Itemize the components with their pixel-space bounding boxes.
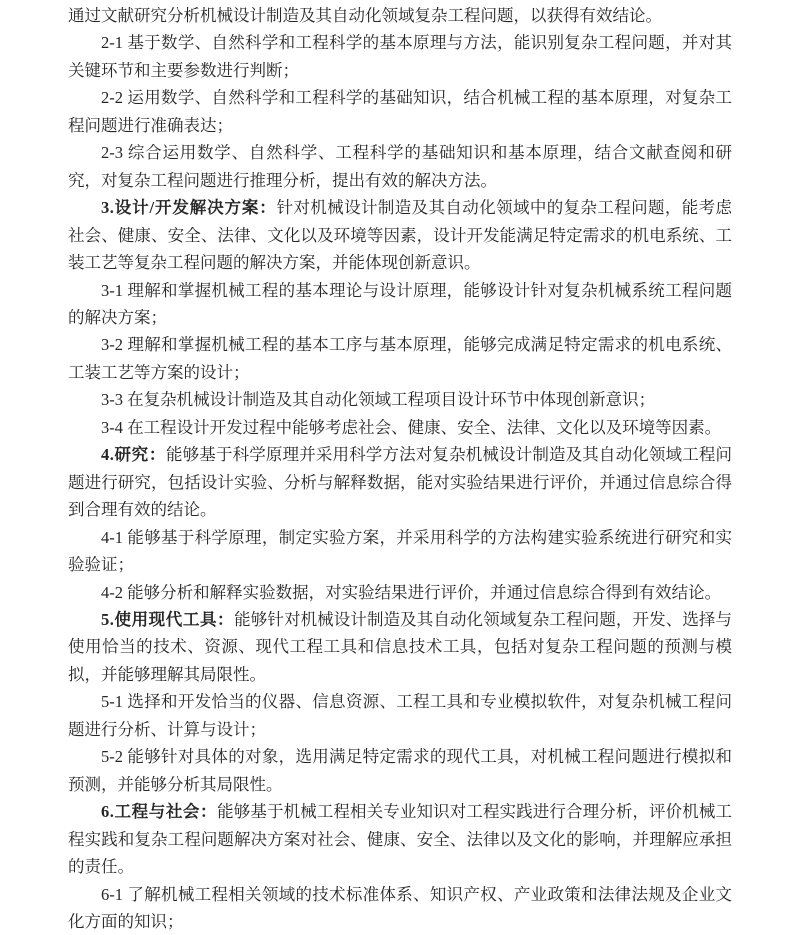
paragraph-lead: 5.使用现代工具： — [101, 610, 234, 629]
paragraph-text: 4-1 能够基于科学原理，制定实验方案，并采用科学的方法构建实验系统进行研究和实验验证； — [68, 528, 732, 574]
paragraph-text: 5-1 选择和开发恰当的仪器、信息资源、工程工具和专业模拟软件，对复杂机械工程问题进行分析、计算与设计； — [68, 692, 732, 738]
paragraph — [68, 579, 732, 606]
paragraph — [68, 441, 732, 523]
paragraph — [68, 688, 732, 743]
paragraph — [68, 29, 732, 84]
paragraph-lead: 6.工程与社会： — [101, 802, 217, 821]
paragraph-text: 3-1 理解和掌握机械工程的基本理论与设计原理，能够设计针对复杂机械系统工程问题的解决方案； — [68, 281, 732, 327]
paragraph — [68, 331, 732, 386]
paragraph-text: 2-1 基于数学、自然科学和工程科学的基本原理与方法，能识别复杂工程问题，并对其关键环节和主要参数进行判断； — [68, 33, 732, 79]
paragraph — [68, 743, 732, 798]
paragraph — [68, 277, 732, 332]
paragraph — [68, 194, 732, 276]
paragraph-lead: 3.设计/开发解决方案： — [101, 198, 277, 217]
paragraph — [68, 798, 732, 880]
paragraph — [68, 139, 732, 194]
paragraph — [68, 881, 732, 935]
paragraph-text: 5-2 能够针对具体的对象，选用满足特定需求的现代工具，对机械工程问题进行模拟和预测，并能够分析其局限性。 — [68, 747, 732, 793]
paragraph-text: 通过文献研究分析机械设计制造及其自动化领域复杂工程问题，以获得有效结论。 — [68, 6, 662, 25]
paragraph — [68, 386, 732, 413]
paragraph — [68, 84, 732, 139]
paragraph-text: 3-4 在工程设计开发过程中能够考虑社会、健康、安全、法律、文化以及环境等因素。 — [101, 418, 721, 437]
paragraph — [68, 2, 732, 29]
paragraph-text: 能够针对机械设计制造及其自动化领域复杂工程问题，开发、选择与使用恰当的技术、资源、现代工程工具和信息技术工具，包括对复杂工程问题的预测与模拟，并能够理解其局限性。 — [68, 610, 732, 684]
paragraph-text: 2-3 综合运用数学、自然科学、工程科学的基础知识和基本原理，结合文献查阅和研究，对复杂工程问题进行推理分析，提出有效的解决方法。 — [68, 143, 732, 189]
paragraph-text: 6-1 了解机械工程相关领域的技术标准体系、知识产权、产业政策和法律法规及企业文化方面的知识； — [68, 885, 732, 931]
paragraph-text: 4-2 能够分析和解释实验数据，对实验结果进行评价，并通过信息综合得到有效结论。 — [101, 583, 721, 602]
paragraph-text: 针对机械设计制造及其自动化领域中的复杂工程问题，能考虑社会、健康、安全、法律、文化以及环境等因素，设计开发能满足特定需求的机电系统、工装工艺等复杂工程问题的解决方案，并能体现创新意识。 — [68, 198, 732, 272]
paragraph-lead: 4.研究： — [101, 445, 166, 464]
paragraph — [68, 606, 732, 688]
paragraph-text: 3-2 理解和掌握机械工程的基本工序与基本原理，能够完成满足特定需求的机电系统、工装工艺等方案的设计； — [68, 335, 732, 381]
paragraph — [68, 524, 732, 579]
paragraph-text: 3-3 在复杂机械设计制造及其自动化领域工程项目设计环节中体现创新意识； — [101, 390, 655, 409]
paragraph-text: 2-2 运用数学、自然科学和工程科学的基础知识，结合机械工程的基本原理，对复杂工程问题进行准确表达； — [68, 88, 732, 134]
paragraph — [68, 414, 732, 441]
paragraph-text: 能够基于科学原理并采用科学方法对复杂机械设计制造及其自动化领域工程问题进行研究，包括设计实验、分析与解释数据，能对实验结果进行评价，并通过信息综合得到合理有效的结论。 — [68, 445, 732, 519]
paragraph-text: 能够基于机械工程相关专业知识对工程实践进行合理分析，评价机械工程实践和复杂工程问题解决方案对社会、健康、安全、法律以及文化的影响，并理解应承担的责任。 — [68, 802, 732, 876]
